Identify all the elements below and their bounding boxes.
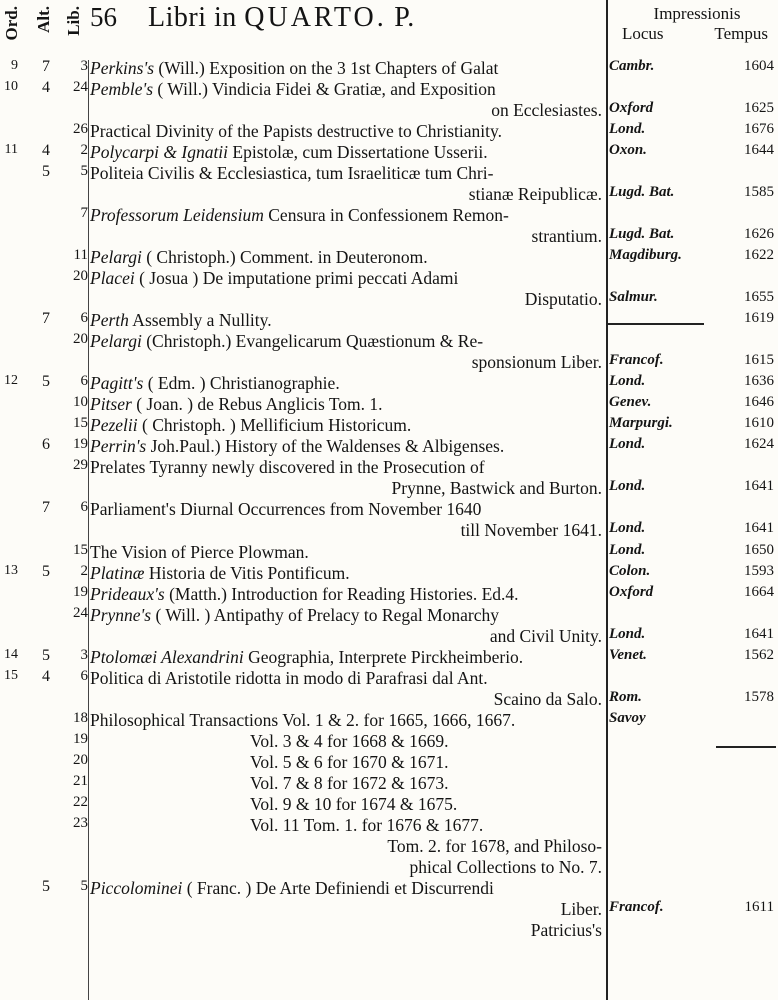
lib-number: 6 bbox=[80, 310, 88, 326]
ord-number: 12 bbox=[4, 373, 18, 388]
lib-number: 29 bbox=[73, 457, 88, 473]
lib-number: 18 bbox=[73, 710, 88, 726]
catalogue-row bbox=[0, 752, 778, 774]
locus-place: Lond. bbox=[609, 542, 646, 558]
tempus-year: 1644 bbox=[744, 142, 774, 158]
locus-place: Lugd. Bat. bbox=[609, 226, 675, 242]
lib-number: 6 bbox=[80, 499, 88, 515]
title-text: Joh.Paul.) History of the Waldenses & Albigenses. bbox=[146, 436, 505, 456]
entry-text bbox=[90, 247, 428, 268]
title-text: Geographia, Interprete Pirckheimberio. bbox=[243, 647, 524, 667]
tempus-year: 1610 bbox=[744, 415, 774, 431]
continuation-text: Patricius's bbox=[530, 920, 602, 940]
entry-text bbox=[90, 79, 496, 100]
tempus-year: 1604 bbox=[744, 58, 774, 74]
author-name: Prynne's bbox=[90, 605, 152, 625]
title-text: ( Joan. ) de Rebus Anglicis Tom. 1. bbox=[131, 394, 383, 414]
alt-number: 5 bbox=[42, 647, 50, 664]
lib-number: 20 bbox=[73, 752, 88, 768]
title-format: QUARTO. bbox=[244, 2, 387, 33]
locus-place: Oxon. bbox=[609, 142, 647, 158]
locus-place: Lond. bbox=[609, 626, 646, 642]
lib-number: 11 bbox=[73, 247, 88, 263]
alt-number: 5 bbox=[42, 878, 50, 895]
continuation-text: Disputatio. bbox=[524, 289, 602, 309]
author-name: Pelargi bbox=[90, 331, 142, 351]
title-prefix: Libri in bbox=[148, 2, 237, 33]
locus-place: Lugd. Bat. bbox=[609, 184, 675, 200]
tempus-year: 1622 bbox=[744, 247, 774, 263]
catalogue-row bbox=[0, 415, 778, 437]
catalogue-row bbox=[0, 163, 778, 185]
title-text: ( Christoph. ) Mellificium Historicum. bbox=[137, 415, 412, 435]
catalogue-row bbox=[0, 100, 778, 122]
tempus-label: Tempus bbox=[714, 24, 768, 43]
lib-number: 22 bbox=[73, 794, 88, 810]
entry-text bbox=[90, 584, 519, 605]
author-name: Pagitt's bbox=[90, 373, 144, 393]
entry-text bbox=[90, 563, 350, 584]
lib-number: 26 bbox=[73, 121, 88, 137]
entry-text bbox=[90, 310, 272, 331]
ord-number: 13 bbox=[4, 563, 18, 578]
entry-text bbox=[90, 394, 383, 415]
alt-number: 7 bbox=[42, 310, 50, 327]
catalogue-row bbox=[0, 836, 778, 858]
locus-place: Lond. bbox=[609, 520, 646, 536]
title-text: Practical Divinity of the Papists destructive to Christianity. bbox=[90, 121, 502, 141]
ord-column-label: Ord. bbox=[2, 6, 21, 41]
author-name: Perrin's bbox=[90, 436, 147, 456]
lib-number: 23 bbox=[73, 815, 88, 831]
catalogue-row bbox=[0, 542, 778, 564]
catalogue-row bbox=[0, 310, 778, 332]
catalogue-row bbox=[0, 689, 778, 711]
title-text: The Vision of Pierce Plowman. bbox=[90, 542, 309, 562]
alt-number: 4 bbox=[42, 79, 50, 96]
catalogue-row bbox=[0, 79, 778, 101]
entry-text bbox=[90, 142, 488, 163]
alt-number: 5 bbox=[42, 563, 50, 580]
tempus-year: 1624 bbox=[744, 436, 774, 452]
catalogue-row bbox=[0, 331, 778, 353]
volume-text: Vol. 11 Tom. 1. for 1676 & 1677. bbox=[250, 815, 484, 835]
catalogue-row bbox=[0, 647, 778, 669]
lib-number: 19 bbox=[73, 584, 88, 600]
title-text: (Will.) Exposition on the 3 1st Chapters of Galat bbox=[154, 58, 499, 78]
tempus-year: 1641 bbox=[744, 626, 774, 642]
entry-text bbox=[90, 163, 493, 184]
locus-label: Locus bbox=[622, 24, 664, 43]
alt-number: 6 bbox=[42, 436, 50, 453]
catalogue-row bbox=[0, 626, 778, 648]
entry-text bbox=[90, 331, 483, 352]
alt-number: 5 bbox=[42, 373, 50, 390]
tempus-year: 1676 bbox=[744, 121, 774, 137]
locus-place: Lond. bbox=[609, 121, 646, 137]
volume-text: Vol. 9 & 10 for 1674 & 1675. bbox=[250, 794, 458, 814]
title-text: (Matth.) Introduction for Reading Histories. Ed.4. bbox=[164, 584, 519, 604]
author-name: Pelargi bbox=[90, 247, 142, 267]
alt-column-label: Alt. bbox=[34, 6, 53, 33]
tempus-year: 1625 bbox=[744, 100, 774, 116]
catalogue-row bbox=[0, 247, 778, 269]
entry-text bbox=[90, 121, 502, 142]
title-text: Parliament's Diurnal Occurrences from November 1640 bbox=[90, 499, 482, 519]
lib-number: 3 bbox=[80, 58, 88, 74]
page-title bbox=[148, 2, 415, 34]
catalogue-row bbox=[0, 478, 778, 500]
continuation-text: till November 1641. bbox=[460, 520, 602, 540]
locus-place: Cambr. bbox=[609, 58, 655, 74]
ord-number: 11 bbox=[4, 142, 18, 157]
tempus-year: 1636 bbox=[744, 373, 774, 389]
volume-text: Vol. 3 & 4 for 1668 & 1669. bbox=[250, 731, 449, 751]
catalogue-row bbox=[0, 857, 778, 879]
title-text: ( Christoph.) Comment. in Deuteronom. bbox=[141, 247, 428, 267]
catalogue-row bbox=[0, 878, 778, 900]
catalogue-row bbox=[0, 773, 778, 795]
title-text: Epistolæ, cum Dissertatione Usserii. bbox=[228, 142, 488, 162]
catalogue-row bbox=[0, 584, 778, 606]
entry-text bbox=[90, 542, 309, 563]
entry-text bbox=[90, 373, 340, 394]
lib-number: 3 bbox=[80, 647, 88, 663]
author-name: Prideaux's bbox=[90, 584, 165, 604]
locus-place: Francof. bbox=[609, 352, 664, 368]
entry-text bbox=[90, 878, 494, 899]
entry-text bbox=[90, 605, 499, 626]
locus-place: Genev. bbox=[609, 394, 652, 410]
tempus-year: 1585 bbox=[744, 184, 774, 200]
author-name: Perth bbox=[90, 310, 129, 330]
entry-text bbox=[90, 647, 523, 668]
catalogue-row bbox=[0, 205, 778, 227]
title-text: (Christoph.) Evangelicarum Quæstionum & Re- bbox=[141, 331, 484, 351]
locus-place: Oxford bbox=[609, 584, 654, 600]
lib-number: 15 bbox=[73, 415, 88, 431]
locus-place: Colon. bbox=[609, 563, 651, 579]
title-text: Prelates Tyranny newly discovered in the Prosecution of bbox=[90, 457, 485, 477]
catalogue-row bbox=[0, 499, 778, 521]
author-name: Professorum Leidensium bbox=[90, 205, 264, 225]
lib-number: 2 bbox=[80, 563, 88, 579]
continuation-text: stianæ Reipublicæ. bbox=[468, 184, 602, 204]
lib-number: 6 bbox=[80, 668, 88, 684]
continuation-text: strantium. bbox=[531, 226, 602, 246]
catalogue-row bbox=[0, 815, 778, 837]
alt-number: 4 bbox=[42, 668, 50, 685]
author-name: Pitser bbox=[90, 394, 132, 414]
catalogue-row bbox=[0, 605, 778, 627]
catalogue-row bbox=[0, 457, 778, 479]
catalogue-row bbox=[0, 710, 778, 732]
catalogue-row bbox=[0, 794, 778, 816]
ord-number: 9 bbox=[11, 58, 18, 73]
author-name: Pemble's bbox=[90, 79, 154, 99]
tempus-year: 1626 bbox=[744, 226, 774, 242]
tempus-year: 1650 bbox=[744, 542, 774, 558]
tempus-year: 1578 bbox=[744, 689, 774, 705]
title-text: ( Edm. ) Christianographie. bbox=[143, 373, 340, 393]
continuation-text: phical Collections to No. 7. bbox=[409, 857, 602, 877]
volume-text: Vol. 5 & 6 for 1670 & 1671. bbox=[250, 752, 449, 772]
continuation-text: on Ecclesiastes. bbox=[491, 100, 602, 120]
catalogue-row bbox=[0, 668, 778, 690]
lib-number: 20 bbox=[73, 268, 88, 284]
locus-place: Francof. bbox=[609, 899, 664, 915]
title-text: Historia de Vitis Pontificum. bbox=[144, 563, 350, 583]
alt-number: 7 bbox=[42, 499, 50, 516]
author-name: Platinæ bbox=[90, 563, 145, 583]
locus-place: Lond. bbox=[609, 436, 646, 452]
lib-number: 20 bbox=[73, 331, 88, 347]
tempus-year: 1611 bbox=[744, 899, 774, 915]
author-name: Pezelii bbox=[90, 415, 138, 435]
entry-text bbox=[90, 415, 411, 436]
title-text: ( Will.) Vindicia Fidei & Gratiæ, and Exposition bbox=[153, 79, 496, 99]
tempus-year: 1615 bbox=[744, 352, 774, 368]
catalogue-row bbox=[0, 563, 778, 585]
lib-number: 15 bbox=[73, 542, 88, 558]
lib-column-label: Lib. bbox=[64, 6, 83, 36]
locus-place: Venet. bbox=[609, 647, 647, 663]
title-text: Politeia Civilis & Ecclesiastica, tum Israeliticæ tum Chri- bbox=[90, 163, 494, 183]
author-name: Polycarpi & Ignatii bbox=[90, 142, 229, 162]
author-name: Placei bbox=[90, 268, 135, 288]
locus-place: Lond. bbox=[609, 373, 646, 389]
tempus-year: 1562 bbox=[744, 647, 774, 663]
title-letter: P. bbox=[394, 2, 415, 33]
alt-number: 5 bbox=[42, 163, 50, 180]
ord-number: 10 bbox=[4, 79, 18, 94]
lib-number: 10 bbox=[73, 394, 88, 410]
catalogue-row bbox=[0, 920, 778, 942]
tempus-year: 1664 bbox=[744, 584, 774, 600]
title-text: Censura in Confessionem Remon- bbox=[263, 205, 509, 225]
entry-text bbox=[90, 436, 504, 457]
alt-number: 7 bbox=[42, 58, 50, 75]
catalogue-row bbox=[0, 226, 778, 248]
lib-number: 2 bbox=[80, 142, 88, 158]
entry-text bbox=[90, 499, 481, 520]
entry-text bbox=[90, 58, 498, 79]
entry-text bbox=[90, 268, 458, 289]
title-text: ( Will. ) Antipathy of Prelacy to Regal Monarchy bbox=[151, 605, 500, 625]
lib-number: 6 bbox=[80, 373, 88, 389]
locus-place: Salmur. bbox=[609, 289, 658, 305]
ord-number: 15 bbox=[4, 668, 18, 683]
volume-text: Vol. 7 & 8 for 1672 & 1673. bbox=[250, 773, 449, 793]
continuation-text: Prynne, Bastwick and Burton. bbox=[391, 478, 602, 498]
lib-number: 7 bbox=[80, 205, 88, 221]
entry-text bbox=[90, 710, 515, 731]
locus-place: Magdiburg. bbox=[609, 247, 682, 263]
catalogue-row bbox=[0, 373, 778, 395]
continuation-text: and Civil Unity. bbox=[489, 626, 602, 646]
entry-text bbox=[90, 457, 485, 478]
title-text: ( Josua ) De imputatione primi peccati Adami bbox=[134, 268, 459, 288]
catalogue-row bbox=[0, 352, 778, 374]
tempus-year: 1619 bbox=[744, 310, 774, 326]
catalogue-row bbox=[0, 289, 778, 311]
locus-place: Rom. bbox=[609, 689, 642, 705]
lib-number: 19 bbox=[73, 436, 88, 452]
title-text: Philosophical Transactions Vol. 1 & 2. for 1665, 1666, 1667. bbox=[90, 710, 516, 730]
page-number: 56 bbox=[90, 2, 117, 32]
lib-number: 21 bbox=[73, 773, 88, 789]
tempus-year: 1593 bbox=[744, 563, 774, 579]
author-name: Piccolominei bbox=[90, 878, 183, 898]
lib-number: 5 bbox=[80, 878, 88, 894]
lib-number: 5 bbox=[80, 163, 88, 179]
title-text: Politica di Aristotile ridotta in modo di Parafrasi dal Ant. bbox=[90, 668, 488, 688]
catalogue-row bbox=[0, 436, 778, 458]
locus-place: Savoy bbox=[609, 710, 646, 726]
catalogue-row bbox=[0, 394, 778, 416]
ord-number: 14 bbox=[4, 647, 18, 662]
tempus-year: 1641 bbox=[744, 478, 774, 494]
entry-text bbox=[90, 205, 509, 226]
continuation-text: Tom. 2. for 1678, and Philoso- bbox=[387, 836, 602, 856]
impressionis-header bbox=[622, 4, 772, 44]
entry-text bbox=[90, 668, 488, 689]
author-name: Ptolomæi Alexandrini bbox=[90, 647, 244, 667]
catalogue-row bbox=[0, 268, 778, 290]
catalogue-row bbox=[0, 121, 778, 143]
alt-number: 4 bbox=[42, 142, 50, 159]
catalogue-row bbox=[0, 58, 778, 80]
impressionis-label: Impressionis bbox=[653, 4, 741, 23]
catalogue-row bbox=[0, 520, 778, 542]
tempus-year: 1641 bbox=[744, 520, 774, 536]
tempus-year: 1655 bbox=[744, 289, 774, 305]
continuation-text: sponsionum Liber. bbox=[471, 352, 602, 372]
author-name: Perkins's bbox=[90, 58, 155, 78]
catalogue-row bbox=[0, 731, 778, 753]
title-text: ( Franc. ) De Arte Definiendi et Discurrendi bbox=[182, 878, 494, 898]
lib-number: 24 bbox=[73, 605, 88, 621]
catalogue-row bbox=[0, 184, 778, 206]
lib-number: 19 bbox=[73, 731, 88, 747]
catalogue-row bbox=[0, 142, 778, 164]
lib-number: 24 bbox=[73, 79, 88, 95]
continuation-text: Scaino da Salo. bbox=[493, 689, 602, 709]
continuation-text: Liber. bbox=[560, 899, 602, 919]
catalogue-row bbox=[0, 899, 778, 921]
locus-place: Oxford bbox=[609, 100, 654, 116]
locus-place: Marpurgi. bbox=[609, 415, 673, 431]
title-text: Assembly a Nullity. bbox=[128, 310, 272, 330]
tempus-year: 1646 bbox=[744, 394, 774, 410]
locus-place: Lond. bbox=[609, 478, 646, 494]
